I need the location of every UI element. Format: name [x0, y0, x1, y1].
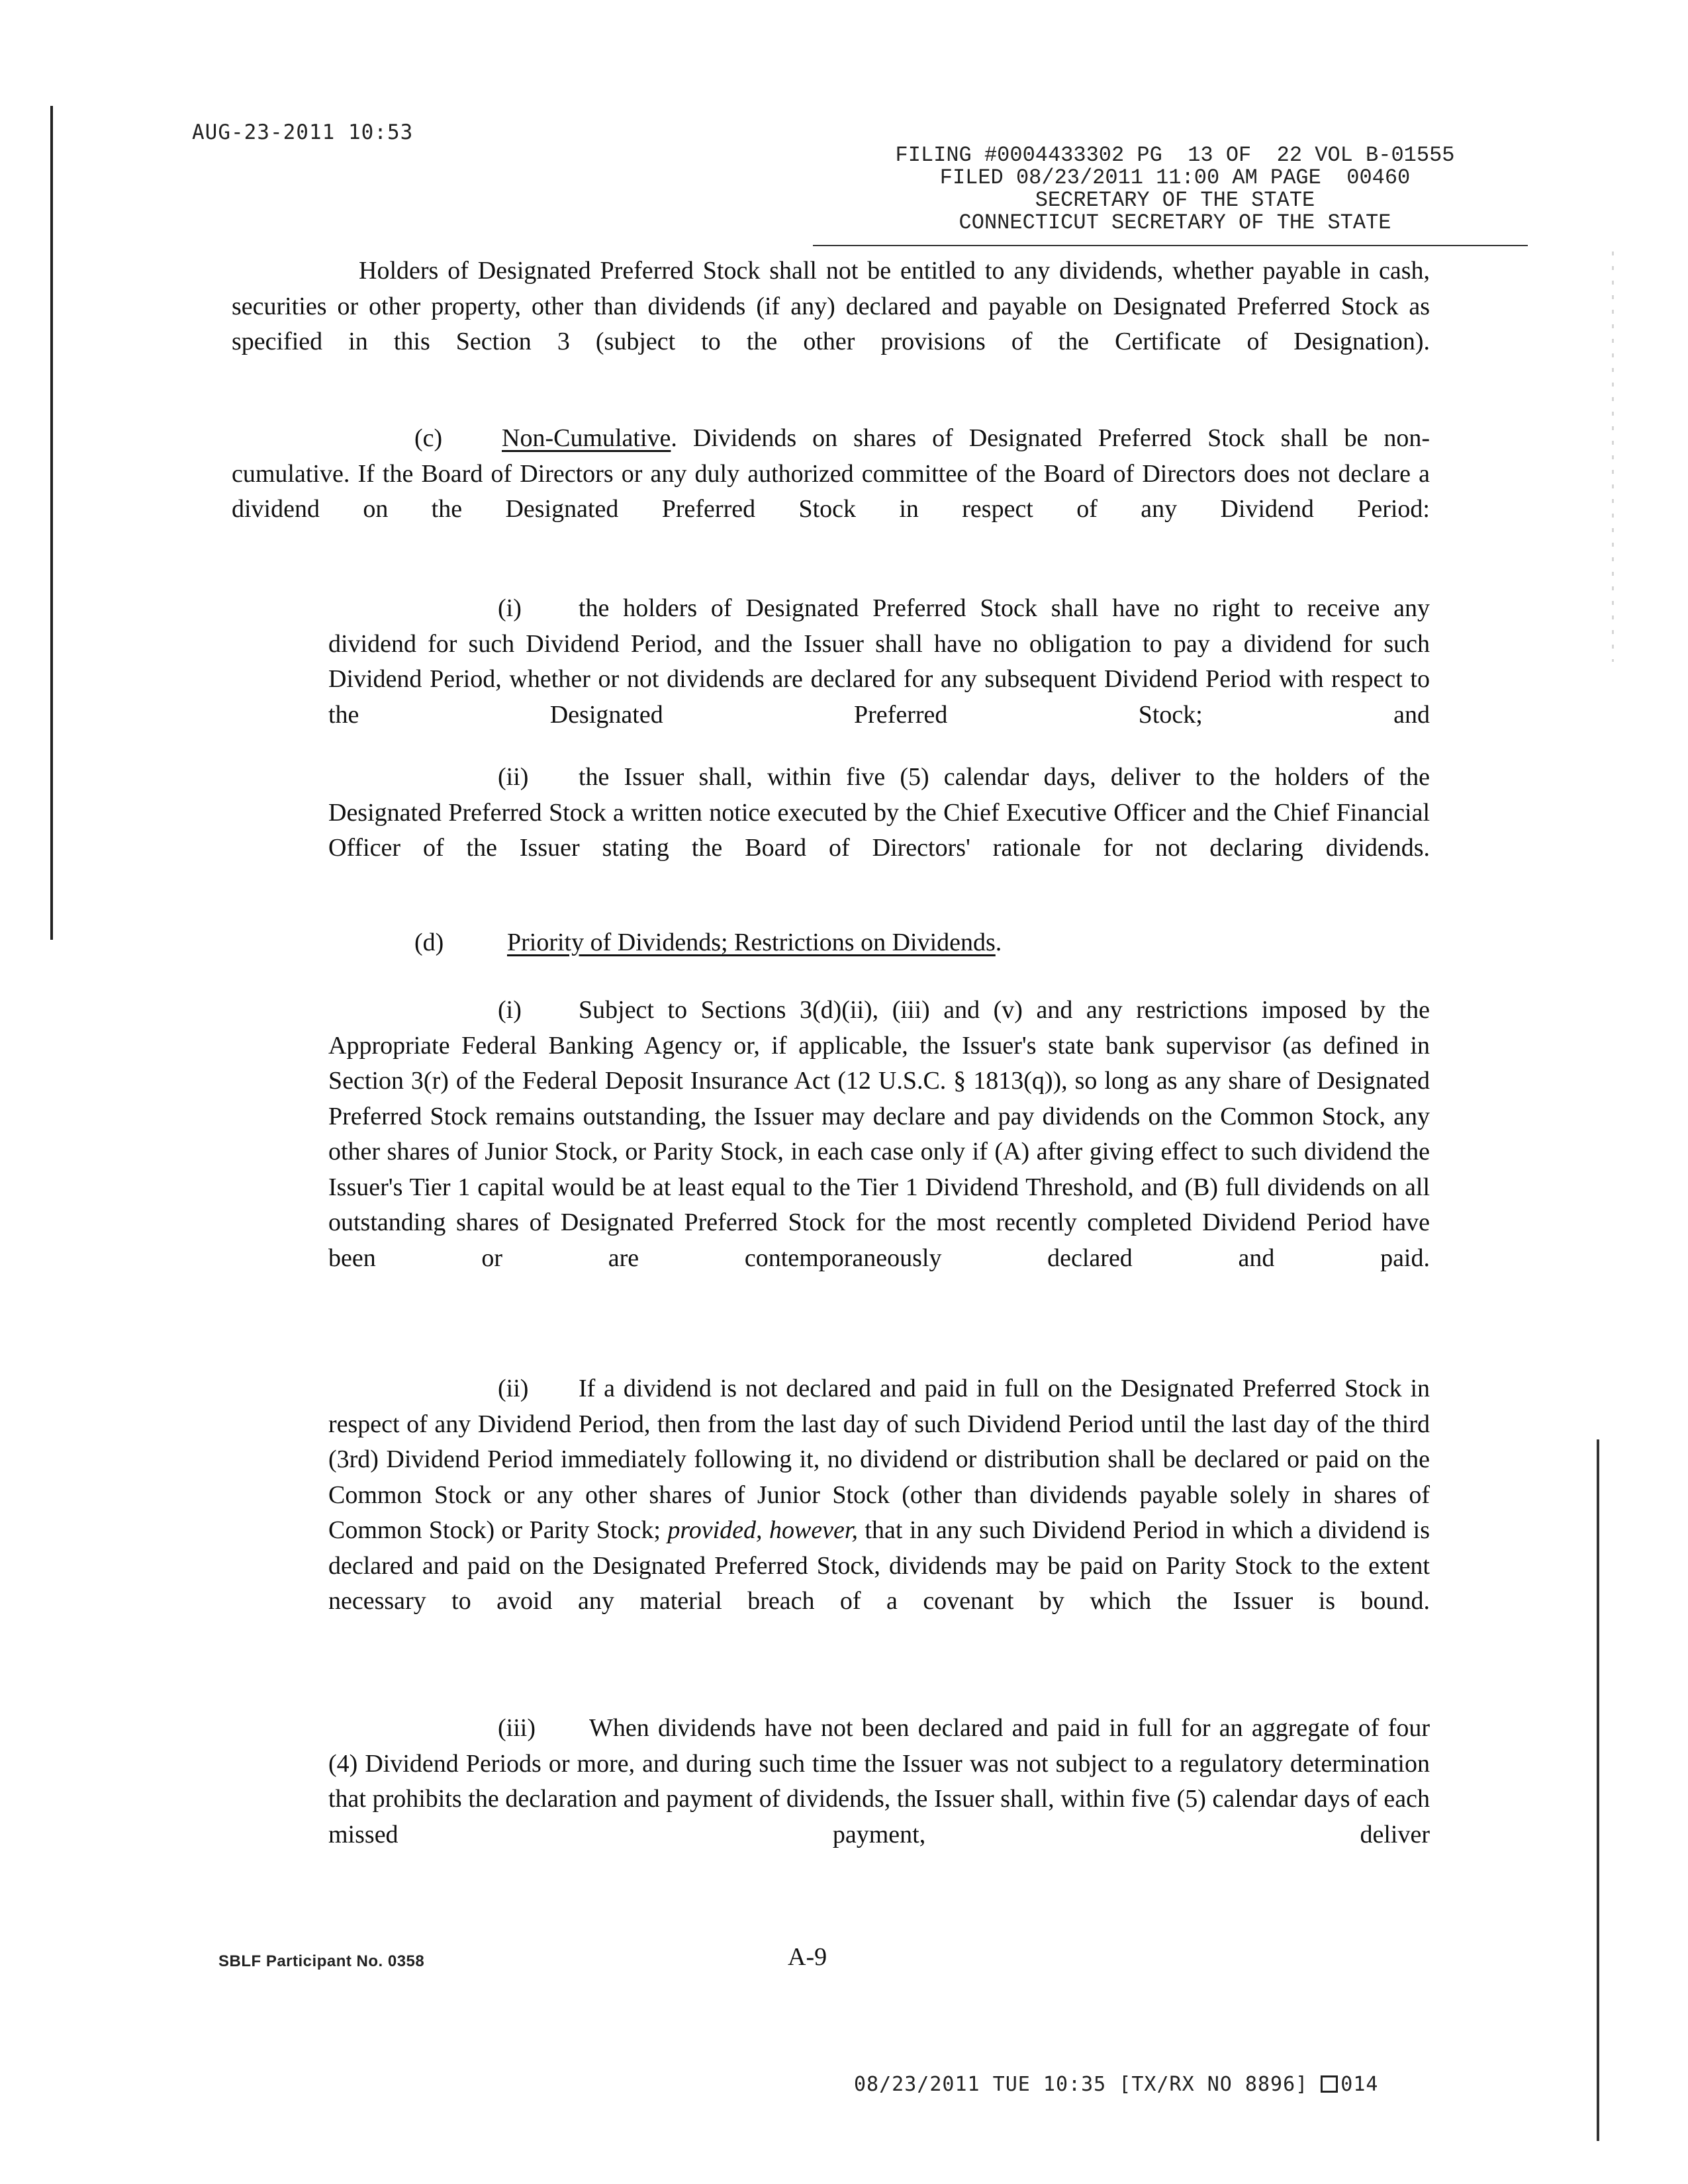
section-d-title: Priority of Dividends; Restrictions on Dividends: [507, 929, 996, 956]
fax-header-stamp: AUG-23-2011 10:53: [192, 120, 414, 144]
paragraph-continuation: Holders of Designated Preferred Stock shall not be entitled to any dividends, whether payable in cash, securities or other property, other than dividends (if any) declared and payable on Designated Preferred Stock as specified in this Section 3 (subject to the other provisions of the Certificate of Designation).: [232, 257, 1430, 355]
section-c-i-marker: (i): [498, 594, 522, 622]
scan-edge-line-right: [1597, 1439, 1599, 2141]
page-number: A-9: [788, 1943, 827, 1971]
section-d-ii-paragraph: (ii) If a dividend is not declared and paid in full on the Designated Preferred Stock in respect of any Dividend Period, then from the last day of such Dividend Period until the last day of the third (3rd) Dividend Period immediately following it, no dividend or distribution shall be declared or paid on the Common Stock or any other shares of Junior Stock (other than dividends payable solely in shares of Common Stock) or Parity Stock; provided, however, that in any such Dividend Period in which a dividend is declared and paid on the Designated Preferred Stock, dividends may be paid on Parity Stock to the extent necessary to avoid any material breach of a covenant by which the Issuer is bound.: [328, 1371, 1430, 1655]
section-d-i-marker: (i): [498, 996, 522, 1024]
filing-rule: [813, 245, 1528, 246]
section-d-i-paragraph: (i) Subject to Sections 3(d)(ii), (iii) and (v) and any restrictions imposed by the Appropriate Federal Banking Agency or, if applicable, the Issuer's state bank supervisor (as defined in Section 3(r) of the Federal Deposit Insurance Act (12 U.S.C. § 1813(q)), so long as any share of Designated Preferred Stock remains outstanding, the Issuer may declare and pay dividends on the Common Stock, any other shares of Junior Stock, or Parity Stock, in each case only if (A) after giving effect to such dividend the Issuer's Tier 1 capital would be at least equal to the Tier 1 Dividend Threshold, and (B) full dividends on all outstanding shares of Designated Preferred Stock for the most recently completed Dividend Period have been or are contemporaneously declared and paid.: [328, 993, 1430, 1312]
section-d-iii-marker: (iii): [498, 1714, 536, 1742]
scan-edge-line-left: [50, 106, 53, 940]
section-c-i-paragraph: (i) the holders of Designated Preferred Stock shall have no right to receive any dividend for such Dividend Period, and the Issuer shall have no obligation to pay a dividend for such Dividend Period, whether or not dividends are declared for any subsequent Dividend Period with respect to the Designated Preferred Stock; and: [328, 591, 1430, 768]
filing-line-1: FILING #0004433302 PG 13 OF 22 VOL B-01555: [895, 143, 1455, 167]
filing-line-4: CONNECTICUT SECRETARY OF THE STATE: [959, 210, 1391, 235]
participant-number: SBLF Participant No. 0358: [218, 1952, 425, 1970]
fax-page-box-icon: [1321, 2075, 1338, 2093]
section-c-marker: (c): [414, 424, 443, 452]
section-d-marker: (d): [414, 929, 444, 956]
section-d-iii-paragraph: (iii) When dividends have not been declared and paid in full for an aggregate of four (4) Dividend Periods or more, and during such time the Issuer was not subject to a regulatory determination that prohibits the declaration and payment of dividends, the Issuer shall, within five (5) calendar days of each missed payment, deliver: [328, 1711, 1430, 1888]
section-d-heading: (d) Priority of Dividends; Restrictions on Dividends.: [414, 925, 1002, 961]
section-d-ii-marker: (ii): [498, 1375, 529, 1402]
fax-footer-stamp: 08/23/2011 TUE 10:35 [TX/RX NO 8896] 014: [854, 2073, 1379, 2096]
section-c-ii-paragraph: (ii) the Issuer shall, within five (5) calendar days, deliver to the holders of the Designated Preferred Stock a written notice executed by the Chief Executive Officer and the Chief Financial Officer of the Issuer stating the Board of Directors' rationale for not declaring dividends.: [328, 760, 1430, 901]
filing-line-2: FILED 08/23/2011 11:00 AM PAGE 00460: [939, 165, 1411, 190]
section-c-paragraph: (c) Non-Cumulative. Dividends on shares of Designated Preferred Stock shall be non-cumulative. If the Board of Directors or any duly authorized committee of the Board of Directors does not declare a dividend on the Designated Preferred Stock in respect of any Dividend Period:: [232, 421, 1430, 563]
filing-line-3: SECRETARY OF THE STATE: [1035, 188, 1315, 212]
section-c-title: Non-Cumulative: [502, 424, 671, 452]
proviso-italic: provided, however,: [667, 1516, 858, 1544]
filing-stamp: [827, 144, 1523, 234]
scan-edge-specks: [1612, 251, 1614, 662]
section-c-ii-marker: (ii): [498, 763, 529, 791]
